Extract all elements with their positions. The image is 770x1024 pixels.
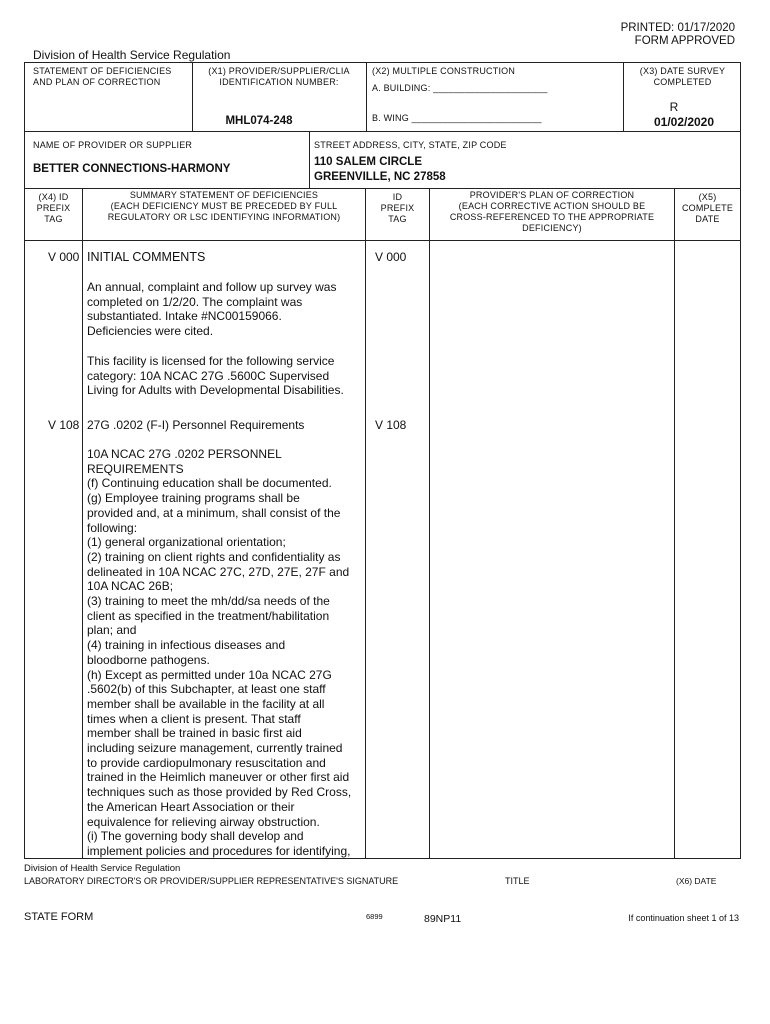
title-label: TITLE	[505, 876, 530, 886]
summary-header: SUMMARY STATEMENT OF DEFICIENCIES (EACH DEFICIENCY MUST BE PRECEDED BY FULL REGULATORY OR LSC IDENTIFYING INFORMATION)	[107, 190, 341, 222]
continuation-note: If continuation sheet 1 of 13	[628, 913, 739, 923]
provider-id: MHL074-248	[225, 115, 293, 127]
v108-tag: V 108	[48, 418, 80, 432]
event-id: 89NP11	[424, 913, 462, 925]
v000-tag-right: V 000	[375, 250, 407, 264]
printed-date: PRINTED: 01/17/2020	[620, 22, 735, 34]
form-approved: FORM APPROVED	[634, 35, 735, 47]
v108-tag-right: V 108	[375, 418, 407, 432]
statement-label: STATEMENT OF DEFICIENCIES AND PLAN OF CORRECTION	[33, 66, 172, 87]
survey-date: 01/02/2020	[653, 115, 715, 129]
v108-body: 10A NCAC 27G .0202 PERSONNEL REQUIREMENTS (f) Continuing education shall be documented. (g) Employee training programs shall be provided and, at a minimum, shall consist of the following: (1) general organizational orientation; (2) training on client rights and confidentiality as delineated in 10A NCAC 27C, 27D, 27E, 27F and 10A NCAC 26B; (3) training to meet the mh/dd/sa needs of the client as specified in the treatment/habilitation plan; and (4) training in infectious diseases and bloodborne pathogens. (h) Except as permitted under 10a NCAC 27G .5602(b) of this Subchapter, at least one staff member shall be available in the facility at all times when a client is present. That staff member shall be trained in basic first aid including seizure management, currently trained to provide cardiopulmonary resuscitation and trained in the Heimlich maneuver or other first aid techniques such as those provided by Red Cross, the American Heart Association or their equivalence for relieving airway obstruction. (i) The governing body shall develop and implement policies and procedures for identifying,	[87, 447, 352, 858]
provider-name-label: NAME OF PROVIDER OR SUPPLIER	[33, 140, 193, 150]
v108-title: 27G .0202 (F-I) Personnel Requirements	[87, 418, 305, 432]
state-form-label: STATE FORM	[24, 911, 94, 923]
building-label: A. BUILDING: ______________________	[372, 83, 548, 93]
provider-name: BETTER CONNECTIONS-HARMONY	[33, 163, 231, 175]
x2-label: (X2) MULTIPLE CONSTRUCTION	[372, 66, 516, 76]
v000-title: INITIAL COMMENTS	[87, 250, 206, 264]
id-prefix-header: ID PREFIX TAG	[380, 192, 415, 224]
form-code: 6899	[366, 912, 383, 921]
v000-tag: V 000	[48, 250, 80, 264]
footer-division: Division of Health Service Regulation	[24, 863, 181, 874]
survey-code: R	[669, 100, 679, 114]
x1-label: (X1) PROVIDER/SUPPLIER/CLIA IDENTIFICATION NUMBER:	[208, 66, 350, 87]
x6-date-label: (X6) DATE	[676, 876, 717, 886]
x3-label: (X3) DATE SURVEY COMPLETED	[639, 66, 726, 87]
x5-header: (X5) COMPLETE DATE	[681, 192, 734, 224]
x4-header: (X4) ID PREFIX TAG	[36, 192, 71, 224]
v000-paragraph-2: This facility is licensed for the following service category: 10A NCAC 27G .5600C Supervised Living for Adults with Developmental Disabilities.	[87, 354, 344, 398]
address-label: STREET ADDRESS, CITY, STATE, ZIP CODE	[314, 140, 507, 150]
wing-label: B. WING _________________________	[372, 113, 542, 123]
address-line-1: 110 SALEM CIRCLE	[314, 156, 422, 168]
v000-paragraph-1: An annual, complaint and follow up survey was completed on 1/2/20. The complaint was substantiated. Intake #NC00159066. Deficiencies were cited.	[87, 280, 337, 339]
division-title: Division of Health Service Regulation	[33, 48, 231, 62]
address-line-2: GREENVILLE, NC 27858	[314, 171, 446, 183]
signature-label: LABORATORY DIRECTOR'S OR PROVIDER/SUPPLIER REPRESENTATIVE'S SIGNATURE	[24, 876, 399, 886]
plan-header: PROVIDER'S PLAN OF CORRECTION (EACH CORRECTIVE ACTION SHOULD BE CROSS-REFERENCED TO THE APPROPRIATE DEFICIENCY)	[449, 190, 655, 233]
